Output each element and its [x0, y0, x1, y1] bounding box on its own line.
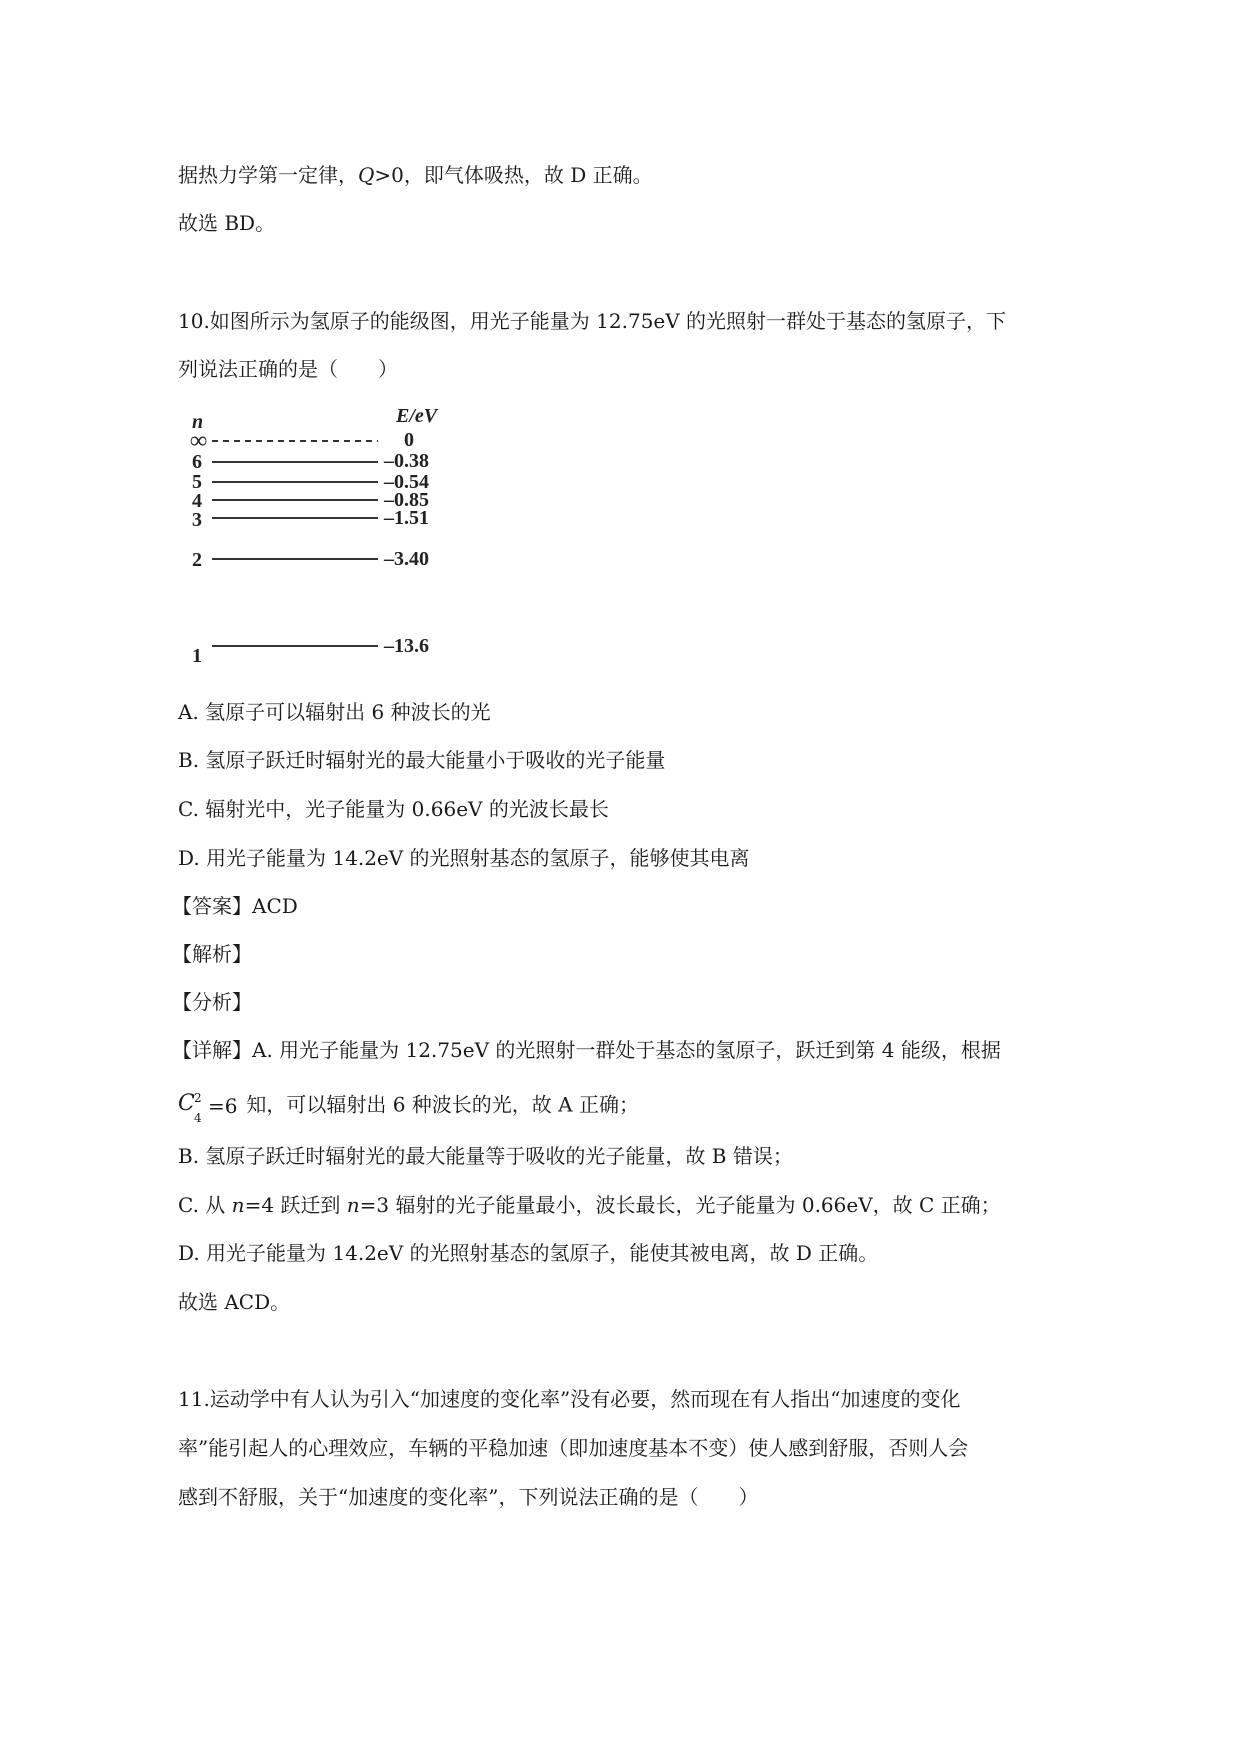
detail-line-d: D. 用光子能量为 14.2eV 的光照射基态的氢原子，能使其被电离，故 D 正确。	[178, 1241, 879, 1265]
detail-c-post: =3 辐射的光子能量最小，波长最长，光子能量为 0.66eV，故 C 正确；	[359, 1193, 1001, 1217]
level-energy-label: –0.85	[384, 489, 429, 511]
prev-line1-post: >0，即气体吸热，故 D 正确。	[374, 163, 653, 187]
prev-line1-pre: 据热力学第一定律，	[178, 163, 358, 187]
energy-level-diagram	[188, 406, 488, 676]
combination-equals: =6	[208, 1094, 238, 1118]
q11-stem-line3: 感到不舒服，关于“加速度的变化率”，下列说法正确的是（ ）	[178, 1485, 759, 1509]
combination-formula	[178, 1091, 240, 1125]
fenxi-label: 【分析】	[172, 990, 252, 1014]
quantum-number-n: n	[231, 1193, 245, 1217]
option-a: A. 氢原子可以辐射出 6 种波长的光	[178, 700, 491, 724]
q11-stem-line1: 11.运动学中有人认为引入“加速度的变化率”没有必要，然而现在有人指出“加速度的变化	[178, 1387, 961, 1411]
quantum-number-n: n	[346, 1193, 360, 1217]
detail-c-mid: =4 跃迁到	[244, 1193, 347, 1217]
option-b: B. 氢原子跃迁时辐射光的最大能量小于吸收的光子能量	[178, 748, 666, 772]
detail-line-c	[178, 1193, 1001, 1217]
option-c: C. 辐射光中，光子能量为 0.66eV 的光波长最长	[178, 797, 609, 821]
detail-line2-rest: 知，可以辐射出 6 种波长的光，故 A 正确；	[240, 1092, 639, 1117]
level-n-label: 3	[192, 509, 202, 531]
level-energy-label: –3.40	[384, 548, 429, 570]
q11-stem-line2: 率”能引起人的心理效应，车辆的平稳加速（即加速度基本不变）使人感到舒服，否则人会	[178, 1436, 969, 1460]
energy-axis-label: E/eV	[396, 406, 438, 427]
detail-line-a: 【详解】A. 用光子能量为 12.75eV 的光照射一群处于基态的氢原子，跃迁到第 4 能级，根据	[172, 1038, 1001, 1062]
level-n-label: 6	[192, 451, 202, 473]
q10-stem-line1: 10.如图所示为氢原子的能级图，用光子能量为 12.75eV 的光照射一群处于基态的氢原子，下	[178, 309, 1007, 333]
level-n-label: 5	[192, 471, 202, 493]
heat-symbol-q: Q	[358, 163, 375, 187]
level-energy-label: –0.54	[384, 471, 429, 493]
option-d: D. 用光子能量为 14.2eV 的光照射基态的氢原子，能够使其电离	[178, 846, 750, 870]
prev-solution-line	[178, 163, 653, 187]
level-energy-label: –1.51	[384, 507, 429, 529]
level-n-label: 1	[192, 645, 202, 667]
level-energy-label: 0	[404, 429, 414, 451]
level-energy-label: –13.6	[384, 635, 429, 657]
q10-conclusion: 故选 ACD。	[178, 1290, 291, 1314]
detail-line-combination	[178, 1091, 639, 1125]
level-n-label: 4	[192, 490, 202, 512]
detail-line-b: B. 氢原子跃迁时辐射光的最大能量等于吸收的光子能量，故 B 错误；	[178, 1144, 793, 1168]
answer-label: 【答案】ACD	[172, 894, 298, 918]
n-axis-label: n	[192, 411, 204, 433]
q10-stem-line2: 列说法正确的是（ ）	[178, 357, 398, 381]
level-energy-label: –0.38	[384, 450, 429, 472]
analysis-label: 【解析】	[172, 942, 252, 966]
combination-sup: 2	[194, 1091, 202, 1105]
detail-c-pre: C. 从	[178, 1193, 232, 1217]
level-n-label: 2	[192, 549, 202, 571]
combination-c: C	[178, 1091, 195, 1116]
level-n-label: ∞	[190, 428, 208, 454]
combination-sub: 4	[194, 1111, 202, 1125]
prev-conclusion: 故选 BD。	[178, 211, 276, 235]
